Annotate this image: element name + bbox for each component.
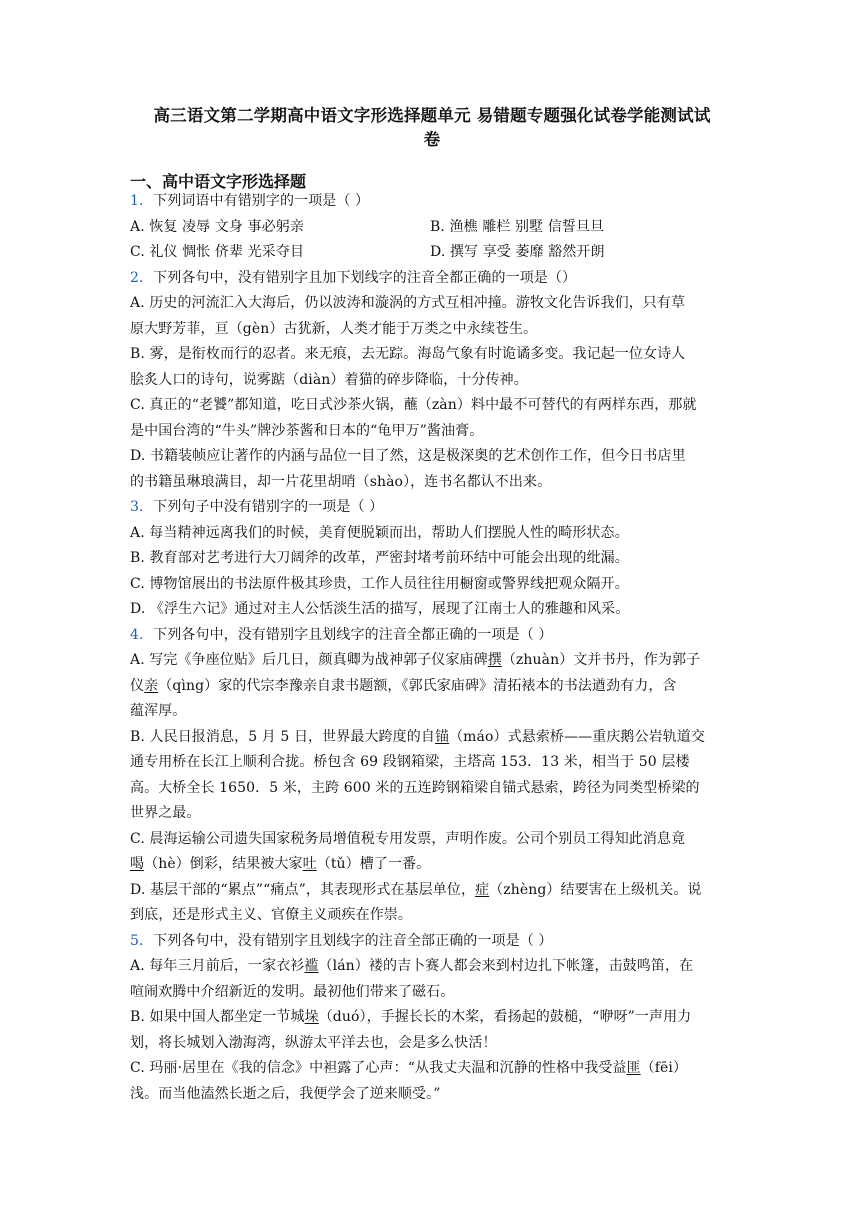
option-c: C. 礼仪 惆怅 侪辈 光采夺目 bbox=[130, 244, 305, 260]
option-b-line-3: 高。大桥全长 1650．5 米，主跨 600 米的五连跨钢箱梁自锚式悬索，跨径为同类型桥梁的 bbox=[130, 779, 700, 796]
option-b-line-1: B. 人民日报消息，5 月 5 日，世界最大跨度的自锚（máo）式悬索桥——重庆鹅公岩轨道交 bbox=[130, 728, 706, 745]
question-3-stem: 3．下列句子中没有错别字的一项是（ ） bbox=[130, 499, 384, 515]
option-b: B. 渔樵 雕栏 别墅 信誓旦旦 bbox=[430, 218, 605, 235]
option-d-line-1: D. 书籍装帧应让著作的内涵与品位一目了然，这是极深奥的艺术创作工作，但今日书店里 bbox=[130, 448, 686, 464]
question-5-stem: 5．下列各句中，没有错别字且划线字的注音全部正确的一项是（ ） bbox=[130, 932, 553, 949]
underlined-char: 撰 bbox=[487, 652, 502, 668]
underlined-char: 锚 bbox=[434, 728, 450, 745]
option-a-line-1: A. 历史的河流汇入大海后，仍以波涛和漩涡的方式互相冲撞。游牧文化告诉我们，只有草 bbox=[130, 295, 686, 311]
title-line-2: 卷 bbox=[423, 130, 441, 149]
option-a: A. 每当精神远离我们的时候，美育便脱颖而出，帮助人们摆脱人性的畸形状态。 bbox=[130, 524, 629, 541]
option-d-line-1: D. 基层干部的“累点”“痛点”，其表现形式在基层单位，症（zhèng）结要害在上级机关。说 bbox=[130, 881, 702, 898]
question-number: 5． bbox=[130, 932, 154, 949]
question-list bbox=[130, 189, 730, 1107]
option-c-line-2: 是中国台湾的“牛头”牌沙茶酱和日本的“龟甲万”酱油膏。 bbox=[130, 422, 484, 439]
option-a-line-2: 喧闹欢腾中介绍新近的发明。最初他们带来了磁石。 bbox=[130, 983, 455, 1000]
option-c-line-2: 浅。而当他溘然长逝之后，我便学会了逆来顺受。” bbox=[130, 1085, 441, 1102]
option-c-line-1: C. 晨海运输公司遗失国家税务局增值税专用发票，声明作废。公司个别员工得知此消息竟 bbox=[130, 830, 686, 847]
option-a-line-3: 蕴浑厚。 bbox=[130, 703, 187, 719]
option-c-line-1: C. 玛丽·居里在《我的信念》中袒露了心声：“从我丈夫温和沉静的性格中我受益匪（fēi） bbox=[130, 1060, 688, 1076]
underlined-char: 垛 bbox=[304, 1009, 319, 1025]
option-d-line-2: 的书籍虽琳琅满目，却一片花里胡哨（shào），连书名都认不出来。 bbox=[130, 473, 552, 490]
underlined-char: 褴 bbox=[304, 958, 319, 974]
option-a-line-1: A. 每年三月前后，一家衣衫褴（lán）褛的吉卜赛人都会来到村边扎下帐篷，击鼓鸣笛，在 bbox=[130, 958, 694, 974]
option-b: B. 教育部对艺考进行大刀阔斧的改革，严密封堵考前环结中可能会出现的纰漏。 bbox=[130, 550, 629, 566]
question-1-stem: 1．下列词语中有错别字的一项是（ ） bbox=[130, 193, 370, 209]
document-title bbox=[132, 104, 732, 152]
question-number: 4． bbox=[130, 626, 154, 643]
option-b-line-2: 通专用桥在长江上顺利合拢。桥包含 69 段钢箱梁，主塔高 153．13 米，相当于 50 层楼 bbox=[130, 754, 690, 770]
question-number: 1． bbox=[130, 193, 154, 209]
question-2-stem: 2．下列各句中，没有错别字且加下划线字的注音全都正确的一项是（） bbox=[130, 269, 577, 286]
option-a-line-2: 原大野芳菲，亘（gèn）古犹新，人类才能于万类之中永续苍生。 bbox=[130, 320, 538, 337]
question-4-stem: 4．下列各句中，没有错别字且划线字的注音全都正确的一项是（ ） bbox=[130, 626, 553, 643]
option-c-line-2: 喝（hè）倒彩，结果被大家吐（tǔ）槽了一番。 bbox=[130, 856, 431, 872]
option-c-line-1: C. 真正的“老饕”都知道，吃日式沙茶火锅，蘸（zàn）料中最不可替代的有两样东西，那就 bbox=[130, 397, 697, 413]
underlined-char: 喝 bbox=[130, 856, 145, 872]
question-number: 2． bbox=[130, 269, 154, 286]
option-a-line-1: A. 写完《争座位贴》后几日，颜真卿为战神郭子仪家庙碑撰（zhuàn）文并书丹，作为郭子 bbox=[130, 652, 701, 668]
option-b-line-1: B. 雾，是衔枚而行的忍者。来无痕，去无踪。海岛气象有时诡谲多变。我记起一位女诗人 bbox=[130, 346, 686, 362]
option-a-line-2: 仪亲（qìng）家的代宗李豫亲自隶书题额，《郭氏家庙碑》清拓裱本的书法遒劲有力，含 bbox=[130, 677, 677, 694]
underlined-char: 吐 bbox=[302, 856, 317, 872]
option-c: C. 博物馆展出的书法原件极其珍贵，工作人员往往用橱窗或警界线把观众隔开。 bbox=[130, 575, 629, 592]
underlined-char: 亲 bbox=[144, 677, 159, 694]
option-d: D. 《浮生六记》通过对主人公恬淡生活的描写，展现了江南士人的雅趣和风采。 bbox=[130, 601, 630, 617]
option-d: D. 撰写 享受 萎靡 豁然开朗 bbox=[430, 244, 605, 260]
option-a: A. 恢复 凌辱 文身 事必躬亲 bbox=[130, 218, 304, 235]
option-d-line-2: 到底，还是形式主义、官僚主义顽疾在作崇。 bbox=[130, 907, 412, 923]
option-b-line-2: 划，将长城划入渤海湾，纵游太平洋去也，会是多么快活！ bbox=[130, 1034, 497, 1051]
title-line-1: 高三语文第二学期高中语文字形选择题单元 易错题专题强化试卷学能测试试 bbox=[153, 106, 711, 125]
option-b-line-2: 脍炙人口的诗句，说雾踮（diàn）着猫的碎步降临，十分传神。 bbox=[130, 371, 528, 388]
question-1-options-row-2 bbox=[130, 240, 730, 266]
option-b-line-1: B. 如果中国人都坐定一节城垛（duó），手握长长的木桨，看扬起的鼓槌，“咿呀”一声用力 bbox=[130, 1009, 692, 1025]
section-heading: 一、高中语文字形选择题 bbox=[130, 172, 307, 191]
underlined-char: 匪 bbox=[626, 1060, 641, 1076]
question-1-options-row-1 bbox=[130, 215, 730, 241]
option-b-line-4: 世界之最。 bbox=[130, 805, 201, 821]
question-number: 3． bbox=[130, 499, 154, 515]
underlined-char: 症 bbox=[475, 881, 490, 898]
